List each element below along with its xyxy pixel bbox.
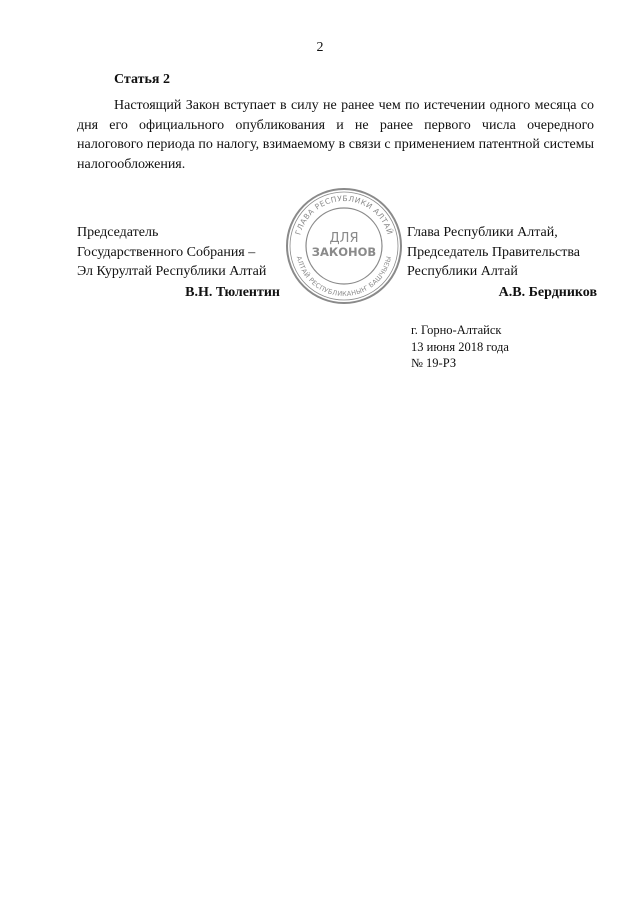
city-label: г. Горно-Алтайск <box>411 323 502 337</box>
signature-right-name: А.В. Бердников <box>498 284 597 300</box>
official-stamp <box>284 186 404 306</box>
article-heading: Статья 2 <box>114 72 170 87</box>
signature-left-line: Эл Курултай Республики Алтай <box>77 264 267 279</box>
date-label: 13 июня 2018 года <box>411 339 509 354</box>
article-body: Настоящий Закон вступает в силу не ранее чем по истечении одного месяца со дня его официального опубликования и не ранее первого числа очередного налогового периода по налогу, взимаемому в связи с применением патентной системы налогообложения. <box>77 98 594 172</box>
signature-left <box>77 223 280 302</box>
signature-left-name: В.Н. Тюлентин <box>185 284 280 300</box>
signature-right-line: Республики Алтай <box>407 264 518 279</box>
page-number: 2 <box>316 40 324 55</box>
signature-left-line: Председатель <box>77 225 159 240</box>
stamp-top-text: ГЛАВА РЕСПУБЛИКИ АЛТАЙ <box>293 193 395 236</box>
stamp-bottom-text: АЛТАЙ РЕСПУБЛИКАНЫҤ БАШЧЫЗЫ <box>294 255 394 299</box>
signature-right-line: Председатель Правительства <box>407 244 580 260</box>
signature-right-line: Глава Республики Алтай, <box>407 225 558 240</box>
signature-right <box>407 223 597 302</box>
place-date-block <box>411 322 509 372</box>
stamp-center-line2: ЗАКОНОВ <box>311 245 377 259</box>
law-number: № 19-РЗ <box>411 356 457 370</box>
signature-left-line: Государственного Собрания – <box>77 244 256 260</box>
stamp-center-line1: ДЛЯ <box>329 231 359 246</box>
